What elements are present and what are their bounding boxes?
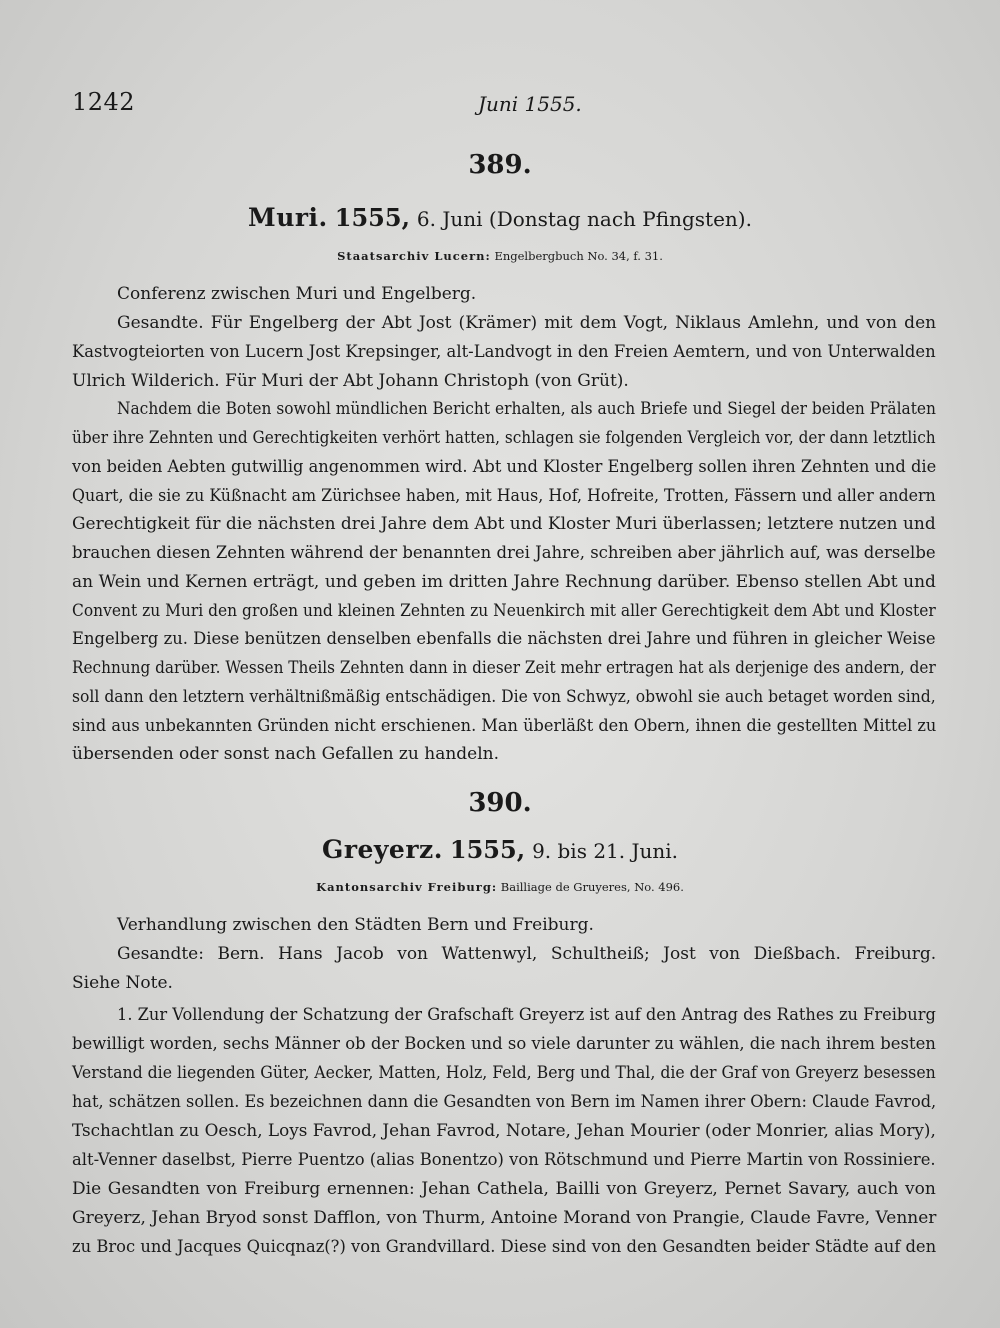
text-line: Nachdem die Boten sowohl mündlichen Bericht erhalten, als auch Briefe und Siegel der beiden Prälaten [117,399,936,419]
entry-place: Muri. [248,203,328,232]
text-line: Die Gesandten von Freiburg ernennen: Jehan Cathela, Bailli von Greyerz, Pernet Savary, auch von [72,1179,936,1199]
entry-place: Greyerz. [321,835,443,864]
text-line: bewilligt worden, sechs Männer ob der Bocken und so viele darunter zu wählen, die nach ihrem besten [72,1034,936,1054]
text-line: Gerechtigkeit für die nächsten drei Jahre dem Abt und Kloster Muri überlassen; letztere nutzen und [72,514,936,534]
text-line: Conferenz zwischen Muri und Engelberg. [117,284,477,304]
source-reference [0,880,1000,894]
text-line: Gesandte: Bern. Hans Jacob von Wattenwyl, Schultheiß; Jost von Dießbach. Freiburg. [117,944,937,964]
entry-title [0,203,1000,232]
text-line: hat, schätzen sollen. Es bezeichnen dann die Gesandten von Bern im Namen ihrer Obern: Claude Favrod, [72,1092,937,1112]
text-line: Verstand die liegenden Güter, Aecker, Matten, Holz, Feld, Berg und Thal, die der Graf von Greyerz besessen [72,1063,936,1083]
text-line: soll dann den letztern verhältnißmäßig entschädigen. Die von Schwyz, obwohl sie auch betaget worden sind, [72,687,936,707]
running-head: Juni 1555. [478,92,582,116]
text-line: Tschachtlan zu Oesch, Loys Favrod, Jehan Favrod, Notare, Jehan Mourier (oder Monrier, alias Mory), [72,1121,936,1141]
text-line: Ulrich Wilderich. Für Muri der Abt Johann Christoph (von Grüt). [72,371,629,391]
text-line: Engelberg zu. Diese benützen denselben ebenfalls die nächsten drei Jahre und führen in gleicher Weise [72,629,936,649]
entry-year: 1555, [334,203,410,232]
text-line: Convent zu Muri den großen und kleinen Zehnten zu Neuenkirch mit aller Gerechtigkeit dem Abt und Kloster [72,601,936,621]
text-line: Gesandte. Für Engelberg der Abt Jost (Krämer) mit dem Vogt, Niklaus Amlehn, und von den [117,313,937,333]
text-line: Verhandlung zwischen den Städten Bern und Freiburg. [117,915,594,935]
entry-title [0,835,1000,864]
source-ref: Bailliage de Gruyeres, No. 496. [500,880,684,894]
text-line: Rechnung darüber. Wessen Theils Zehnten dann in dieser Zeit mehr ertragen hat als derjenige des andern, der [72,658,936,678]
text-line: sind aus unbekannten Gründen nicht erschienen. Man überläßt den Obern, ihnen die gestellten Mittel zu [72,716,937,736]
text-line: übersenden oder sonst nach Gefallen zu handeln. [72,744,500,764]
text-line: Kastvogteiorten von Lucern Jost Krepsinger, alt-Landvogt in den Freien Aemtern, und von Unterwalden [72,342,936,362]
entry-number: 390. [468,788,532,818]
text-line: 1. Zur Vollendung der Schatzung der Grafschaft Greyerz ist auf den Antrag des Rathes zu Freiburg [117,1005,936,1025]
text-line: Quart, die sie zu Küßnacht am Zürichsee haben, mit Haus, Hof, Hofreite, Trotten, Fässern und aller andern [72,486,936,506]
entry-number: 389. [468,150,532,180]
text-line: an Wein und Kernen erträgt, und geben im dritten Jahre Rechnung darüber. Ebenso stellen Abt und [72,572,936,592]
text-line: Greyerz, Jehan Bryod sonst Dafflon, von Thurm, Antoine Morand von Prangie, Claude Favre, Venner [72,1208,937,1228]
text-line: brauchen diesen Zehnten während der benannten drei Jahre, schreiben aber jährlich auf, was derselbe [72,543,936,563]
entry-date: 6. Juni (Donstag nach Pfingsten). [416,207,752,231]
source-archive: Staatsarchiv Lucern: [337,249,491,263]
text-line: zu Broc und Jacques Quicqnaz(?) von Grandvillard. Diese sind von den Gesandten beider Städte auf den [72,1237,937,1257]
text-line: Siehe Note. [72,973,173,993]
text-line: über ihre Zehnten und Gerechtigkeiten verhört hatten, schlagen sie folgenden Vergleich vor, der dann letztlich [72,428,936,448]
source-reference [0,249,1000,263]
entry-year: 1555, [449,835,526,864]
source-ref: Engelbergbuch No. 34, f. 31. [494,249,663,263]
text-line: von beiden Aebten gutwillig angenommen wird. Abt und Kloster Engelberg sollen ihren Zehnten und die [72,457,937,477]
entry-date: 9. bis 21. Juni. [532,839,679,863]
source-archive: Kantonsarchiv Freiburg: [316,880,498,894]
text-line: alt-Venner daselbst, Pierre Puentzo (alias Bonentzo) von Rötschmund und Pierre Martin von Rossiniere. [72,1150,936,1170]
page-number: 1242 [72,88,136,116]
